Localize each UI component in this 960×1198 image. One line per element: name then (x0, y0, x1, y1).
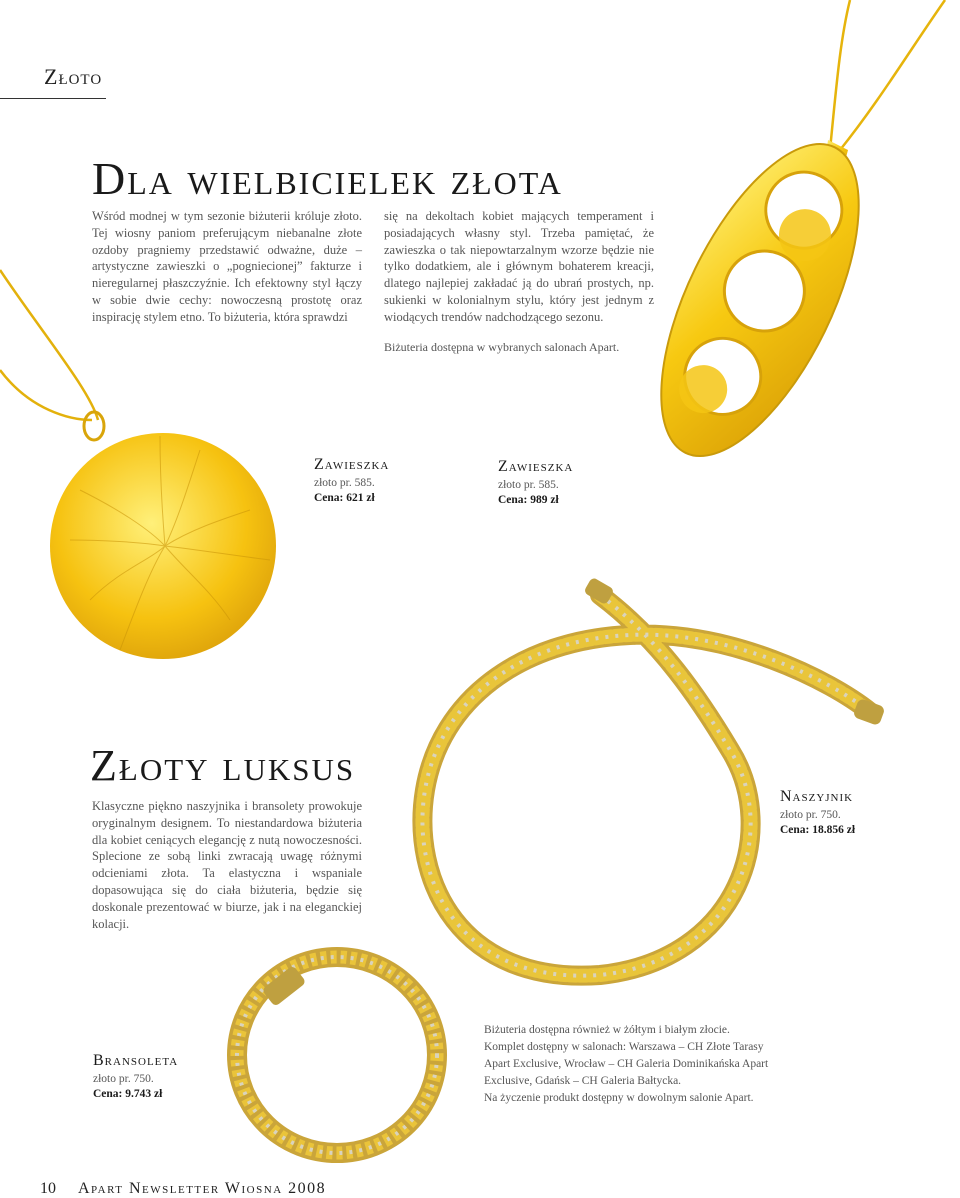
product-material: złoto pr. 585. (314, 477, 375, 489)
section-label: Złoto (44, 64, 103, 89)
product-price: Cena: 18.856 zł (780, 824, 856, 836)
article-body-column-1: Wśród modnej w tym sezonie biżuterii króluje złoto. Tej wiosny paniom preferującym niebanalne złote ozdoby pragniemy przedstawić odważne, duże – artystyczne zawieszki o „pogniecionej” fakturze i nieregularnej płaszczyźnie. Ich efektowny styl łączy w sobie dwie cechy: nowoczesną prostotę oraz inspirację stylem etno. To biżuteria, która sprawdzi (92, 209, 362, 324)
product-name: Zawieszka (498, 458, 574, 475)
oval-gold-pendant-image (640, 0, 960, 460)
availability-line: Na życzenie produkt dostępny w dowolnym salonie Apart. (484, 1092, 754, 1104)
product-name: Naszyjnik (780, 788, 854, 805)
availability-line: Biżuteria dostępna również w żółtym i białym złocie. (484, 1024, 730, 1036)
page-footer (40, 1180, 326, 1198)
article-body-column-2: się na dekoltach kobiet mających temperament i posiadających własny styl. Trzeba pamiętać, że zawieszka o tak niepowtarzalnym wzorze będzie nie tylko dodatkiem, ale i głównym bohaterem kreacji, dlatego najlepiej zakładać ją do ubrań prostych, np. sukienki w kolonialnym stylu, który jest jednym z wiodących trendów nadchodzącego sezonu. (384, 209, 654, 324)
product-name: Zawieszka (314, 456, 390, 473)
publication-name: Apart Newsletter Wiosna 2008 (78, 1180, 327, 1197)
twisted-cable-bracelet-image (212, 935, 462, 1175)
product-price: Cena: 989 zł (498, 494, 559, 506)
availability-note: Biżuteria dostępna w wybranych salonach Apart. (384, 340, 620, 354)
article-headline: Złoty luksus (90, 741, 356, 790)
product-material: złoto pr. 585. (498, 479, 559, 491)
article-headline: Dla wielbicielek złota (92, 153, 563, 204)
product-price: Cena: 9.743 zł (93, 1088, 163, 1100)
product-caption (780, 788, 855, 838)
availability-info (484, 1022, 774, 1107)
round-gold-pendant-image (0, 270, 290, 690)
product-caption (498, 458, 573, 508)
availability-line: Komplet dostępny w salonach: Warszawa – CH Złote Tarasy Apart Exclusive, Wrocław – CH Galeria Dominikańska Apart Exclusive, Gdańsk – CH Galeria Bałtycka. (484, 1041, 769, 1087)
product-name: Bransoleta (93, 1052, 179, 1069)
section-divider (0, 98, 106, 99)
page-number: 10 (40, 1180, 56, 1197)
product-caption (314, 456, 389, 506)
article-body: Klasyczne piękno naszyjnika i bransolety prowokuje oryginalnym designem. To niestandardowa biżuteria dla kobiet ceniących elegancję z nutą nowoczesności. Splecione ze sobą linki zwracają uwagę różnymi odcieniami złota. Ta elastyczna i wspaniale dopasowująca się do ciała biżuteria, będzie się doskonale prezentować w biurze, jak i na eleganckiej kolacji. (92, 799, 362, 931)
product-caption (93, 1052, 178, 1102)
product-price: Cena: 621 zł (314, 492, 375, 504)
product-material: złoto pr. 750. (93, 1073, 154, 1085)
product-material: złoto pr. 750. (780, 809, 841, 821)
